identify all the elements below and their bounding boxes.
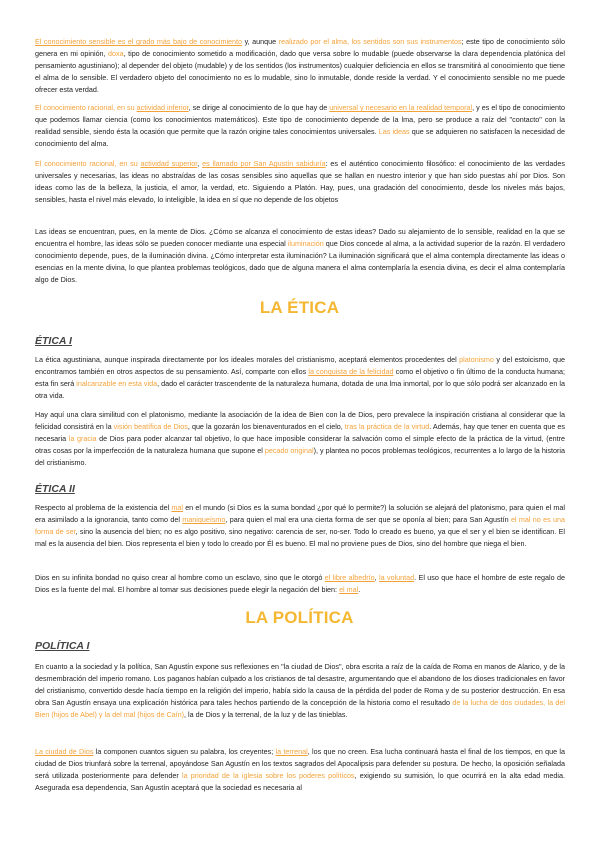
highlight-text: doxa	[108, 49, 124, 58]
highlight-text: maniqueísmo	[182, 515, 226, 524]
paragraph-rational-inferior	[35, 102, 565, 150]
highlight-text: la conquista de la felicidad	[308, 367, 394, 376]
highlight-text: realizado por el alma, los sentidos son sus instrumentos	[278, 37, 462, 46]
paragraph-rational-superior	[35, 158, 565, 206]
body-text: que se adquieren no satisfacen la necesidad de conocimiento del alma.	[35, 127, 566, 148]
highlight-text: actividad superior	[140, 159, 198, 168]
body-text: En cuanto a la sociedad y la política, San Agustín expone sus reflexiones en "la ciudad de Dios", obra escrita a raíz de la caída de Roma en manos de Alarico, y de la desmembración del imperio romano. Los paganos habían culpado a los cristianos de tal desastre, argumentando que el abandono de los dioses tradicionales en favor del cristianismo, convertido desde hacía tiempo en la religión del imperio, había sido la causa de la pérdida del poder de Roma y de su posterior destrucción. En esa obra San Agustín ensaya una explicación histórica para tales hechos partiendo de la concepción de la historia como el resultado	[35, 662, 565, 707]
highlight-text: de la lucha de dos ciudades, la del Bien (hijos de Abel) y la del mal (hijos de Caín)	[35, 698, 565, 719]
highlight-text: tras la práctica de la virtud	[344, 422, 430, 431]
paragraph-illumination	[35, 226, 565, 286]
highlight-text: universal y necesario en la realidad temporal	[329, 103, 473, 112]
body-text: Las ideas se encuentran, pues, en la mente de Dios. ¿Cómo se alcanza el conocimiento de estas ideas? Dado su alejamiento de lo sensible, realidad en la que se encuentra el hombre, las ideas sólo se pueden conocer mediante una especial	[35, 227, 565, 248]
subheading-etica-2: ÉTICA II	[35, 483, 75, 495]
body-text: la componen cuantos siguen su palabra, los creyentes;	[93, 747, 276, 756]
body-text: , para quien el mal era una cierta forma de ser que se oponía al bien; para San Agustín	[225, 515, 511, 524]
highlight-text: Las ideas	[378, 127, 410, 136]
highlight-text: el libre albedrío	[324, 573, 375, 582]
highlight-text: la prioridad de la iglesia sobre los poderes políticos	[182, 771, 355, 780]
subheading-politica-1: POLÍTICA I	[35, 640, 90, 652]
paragraph-politica-1	[35, 661, 565, 721]
paragraph-etica-1	[35, 354, 565, 402]
body-text: , tipo de conocimiento sometido a modificación, dado que versa sobre lo mudable (puede observarse la clara dependencia platónica del pensamiento agustiniano); al depender del objeto (mudable) y de los sentidos (los instrumentos) cualquier deficiencia en ellos se transmitirá al conocimiento que tiene el alma de lo sensible. El verdadero objeto del conocimiento no es lo mudable, sino lo inmutable, donde reside la verdad. Y el conocimiento sensible no me puede ofrecer esta verdad.	[35, 49, 565, 94]
body-text: , se dirige al conocimiento de lo que hay de	[188, 103, 330, 112]
highlight-text: platonismo	[459, 355, 494, 364]
body-text: , exigiendo su sumisión, lo que ocurrirá en la alta edad media. Asegurada esa dependencia, San Agustín aceptará que la sociedad es necesaria al	[35, 771, 565, 792]
paragraph-etica-2	[35, 409, 565, 469]
body-text: de Dios para poder alcanzar tal objetivo, lo que hace imposible considerar la salvación como el simple efecto de la práctica de la virtud, (entre otras cosas por la imperfección de la naturaleza humana que supone el	[35, 434, 565, 455]
highlight-text: el mal	[339, 585, 359, 594]
body-text: , dado el carácter trascendente de la naturaleza humana, dotada de una lma inmortal, por lo que sólo podrá ser alcanzado en la otra vida.	[35, 379, 566, 400]
paragraph-etica-3	[35, 502, 565, 550]
paragraph-etica-4	[35, 572, 565, 596]
highlight-text: actividad inferior	[136, 103, 189, 112]
body-text: Respecto al problema de la existencia del	[35, 503, 172, 512]
highlight-text: iluminación	[287, 239, 324, 248]
subheading-etica-1: ÉTICA I	[35, 335, 72, 347]
body-text: , y es el tipo de conocimiento que podemos llamar ciencia (como los conocimientos matemáticos). Este tipo de conocimiento depende de la lma, pero se produce a raíz del "contacto" con la realidad sensible, siendo ésta la ocasión que permite que la razón origine tales conocimientos universales.	[35, 103, 565, 136]
highlight-text: El conocimiento sensible es el grado más bajo de conocimiento	[35, 37, 243, 46]
body-text: ; este tipo de conocimiento sólo genera en mi opinión,	[35, 37, 565, 58]
highlight-text: pecado original	[264, 446, 314, 455]
body-text: , los que no creen. Esa lucha continuará hasta el final de los tiempos, en que la ciudad de Dios triunfará sobre la terrenal, apoyándose San Agustín en los textos sagrados del Apocalipsis para defender su postura. De hecho, la oposición señalada será utilizada posteriormente para defender	[35, 747, 566, 780]
highlight-text: la terrenal	[275, 747, 308, 756]
body-text: en el mundo (si Dios es la suma bondad ¿por qué lo permite?) la solución se alejará del platonismo, para quien el mal era asimilado a la ignorancia, tanto como del	[35, 503, 565, 524]
body-text: ,	[197, 159, 203, 168]
body-text: . Además, hay que tener en cuenta que es necesaria	[35, 422, 566, 443]
highlight-text: inalcanzable en esta vida	[76, 379, 158, 388]
body-text: Hay aquí una clara similitud con el platonismo, mediante la asociación de la idea de Bien con la de Dios, pero prevalece la inspiración cristiana al considerar que la felicidad consistirá en la	[35, 410, 565, 431]
body-text: : es el auténtico conocimiento filosófico: el conocimiento de las verdades universales y necesarias, las ideas no abstraídas de las cosas sensibles sino aquellas que se hallan en nuestro interior y que han sido puestas ahí por Dios. Son ideas como las de la belleza, la justicia, el amor, la verdad, etc. Siguiendo a Platón. Hay, pues, una gradación del conocimiento, desde los niveles más bajos, sensibles, hasta el nivel más elevado, lo inteligible, la idea en sí que no depende de los objetos	[35, 159, 566, 204]
highlight-text: la gracia	[68, 434, 97, 443]
section-title-politica: LA POLÍTICA	[245, 608, 354, 627]
body-text: ), y plantea no pocos problemas teológicos, recurrentes a lo largo de la historia del cristianismo.	[35, 446, 565, 467]
highlight-text: visión beatífica de Dios	[113, 422, 188, 431]
body-text: y, aunque	[242, 37, 279, 46]
highlight-text: mal	[171, 503, 183, 512]
highlight-text: El conocimiento racional, en su	[35, 103, 137, 112]
highlight-text: La ciudad de Dios	[35, 747, 94, 756]
paragraph-sensible-knowledge	[35, 36, 565, 96]
section-title-etica: LA ÉTICA	[259, 298, 340, 317]
body-text: Dios en su infinita bondad no quiso crear al hombre como un esclavo, sino que le otorgó	[35, 573, 325, 582]
highlight-text: El conocimiento racional, en su	[35, 159, 141, 168]
body-text: ,	[374, 573, 380, 582]
body-text: , la de Dios y la terrenal, de la luz y de las tinieblas.	[184, 710, 348, 719]
body-text: , sino la ausencia del bien; no es algo positivo, sino negativo: carencia de ser, no-ser. Todo lo creado es bueno, ya que el ser y el bien se identifican. El mal es la ausencia del bien. Dios representa el bien y todo lo creado por Él es bueno. El mal no proviene pues de Dios, sino del hombre que niega el bien.	[35, 527, 565, 548]
paragraph-politica-2	[35, 746, 565, 794]
body-text: que Dios concede al alma, a la actividad superior de la razón. El verdadero conocimiento depende, pues, de la iluminación divina. ¿Cómo interpretar esta iluminación? La iluminación significará que el alma contempla directamente las ideas o esencias en la mente divina, lo que plantea problemas teológicos, dado que de alguna manera el alma contemplaría la esencia divina, es decir el alma contemplaría algo de Dios.	[35, 239, 565, 284]
body-text: y del estoicismo, que encontramos también en otros aspectos de su pensamiento. Así, comparte con ellos	[35, 355, 565, 376]
body-text: , que la gozarán los bienaventurados en el cielo,	[187, 422, 345, 431]
highlight-text: el mal no es una forma de ser	[35, 515, 565, 536]
body-text: . El uso que hace el hombre de este regalo de Dios es la fuente del mal. El hombre al tomar sus decisiones puede elegir la negación del bien:	[35, 573, 566, 594]
body-text: La ética agustiniana, aunque inspirada directamente por los ideales morales del cristianismo, aceptará elementos procedentes del	[35, 355, 460, 364]
body-text: como el objetivo o fin último de la conducta humana; esta fin será	[35, 367, 565, 388]
highlight-text: la voluntad	[379, 573, 415, 582]
body-text: .	[358, 585, 361, 594]
highlight-text: es llamado por San Agustín sabiduría	[202, 159, 326, 168]
